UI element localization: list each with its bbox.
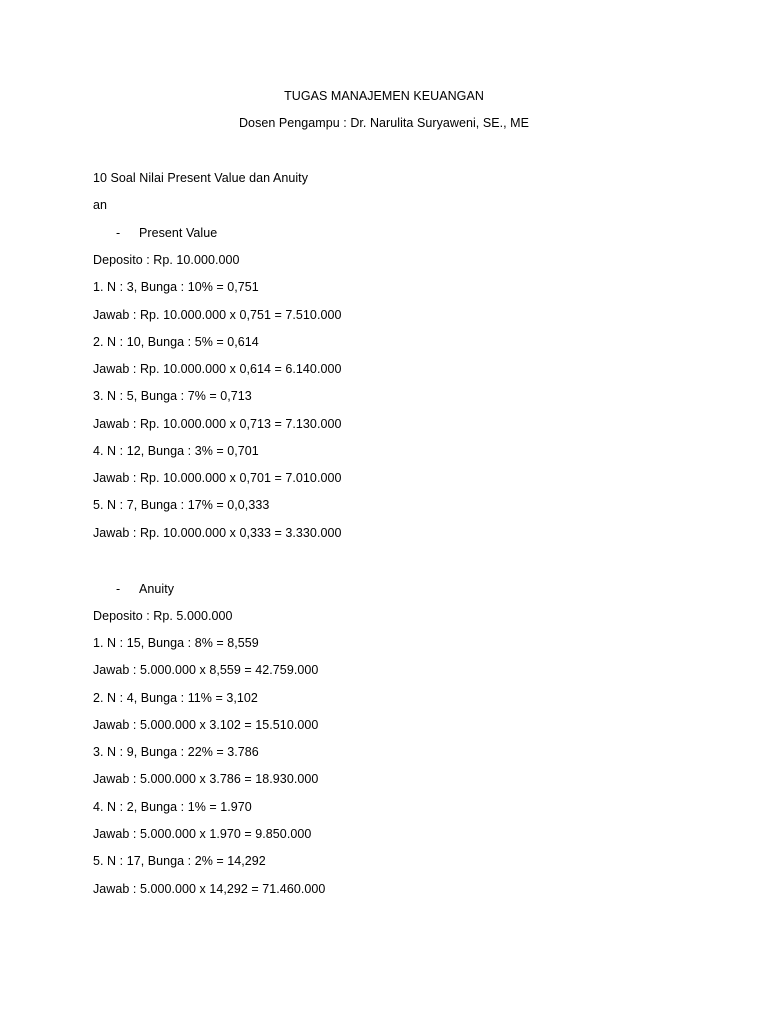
pv-question-1: 1. N : 3, Bunga : 10% = 0,751 (93, 280, 259, 294)
pv-question-4: 4. N : 12, Bunga : 3% = 0,701 (93, 444, 259, 458)
subject-heading: 10 Soal Nilai Present Value dan Anuity (93, 171, 308, 185)
an-question-2: 2. N : 4, Bunga : 11% = 3,102 (93, 691, 258, 705)
present-value-heading: Present Value (139, 226, 218, 240)
anuity-deposit: Deposito : Rp. 5.000.000 (93, 609, 233, 623)
fragment-text: an (93, 198, 108, 212)
an-answer-2: Jawab : 5.000.000 x 3.102 = 15.510.000 (93, 718, 319, 732)
present-value-bullet: - (116, 226, 121, 240)
pv-question-3: 3. N : 5, Bunga : 7% = 0,713 (93, 389, 252, 403)
anuity-bullet: - (116, 582, 121, 596)
pv-answer-5: Jawab : Rp. 10.000.000 x 0,333 = 3.330.000 (93, 526, 342, 540)
pv-answer-3: Jawab : Rp. 10.000.000 x 0,713 = 7.130.000 (93, 417, 342, 431)
an-question-3: 3. N : 9, Bunga : 22% = 3.786 (93, 745, 259, 759)
an-question-5: 5. N : 17, Bunga : 2% = 14,292 (93, 854, 266, 868)
anuity-heading: Anuity (139, 582, 175, 596)
an-question-4: 4. N : 2, Bunga : 1% = 1.970 (93, 800, 252, 814)
an-answer-3: Jawab : 5.000.000 x 3.786 = 18.930.000 (93, 772, 319, 786)
an-question-1: 1. N : 15, Bunga : 8% = 8,559 (93, 636, 259, 650)
an-answer-1: Jawab : 5.000.000 x 8,559 = 42.759.000 (93, 663, 319, 677)
an-answer-4: Jawab : 5.000.000 x 1.970 = 9.850.000 (93, 827, 312, 841)
lecturer-line: Dosen Pengampu : Dr. Narulita Suryaweni, SE., ME (238, 116, 530, 130)
pv-answer-4: Jawab : Rp. 10.000.000 x 0,701 = 7.010.000 (93, 471, 342, 485)
document-title: TUGAS MANAJEMEN KEUANGAN (284, 89, 484, 103)
pv-question-2: 2. N : 10, Bunga : 5% = 0,614 (93, 335, 259, 349)
pv-question-5: 5. N : 7, Bunga : 17% = 0,0,333 (93, 498, 270, 512)
pv-answer-2: Jawab : Rp. 10.000.000 x 0,614 = 6.140.000 (93, 362, 342, 376)
an-answer-5: Jawab : 5.000.000 x 14,292 = 71.460.000 (93, 882, 326, 896)
present-value-deposit: Deposito : Rp. 10.000.000 (93, 253, 240, 267)
pv-answer-1: Jawab : Rp. 10.000.000 x 0,751 = 7.510.000 (93, 308, 342, 322)
